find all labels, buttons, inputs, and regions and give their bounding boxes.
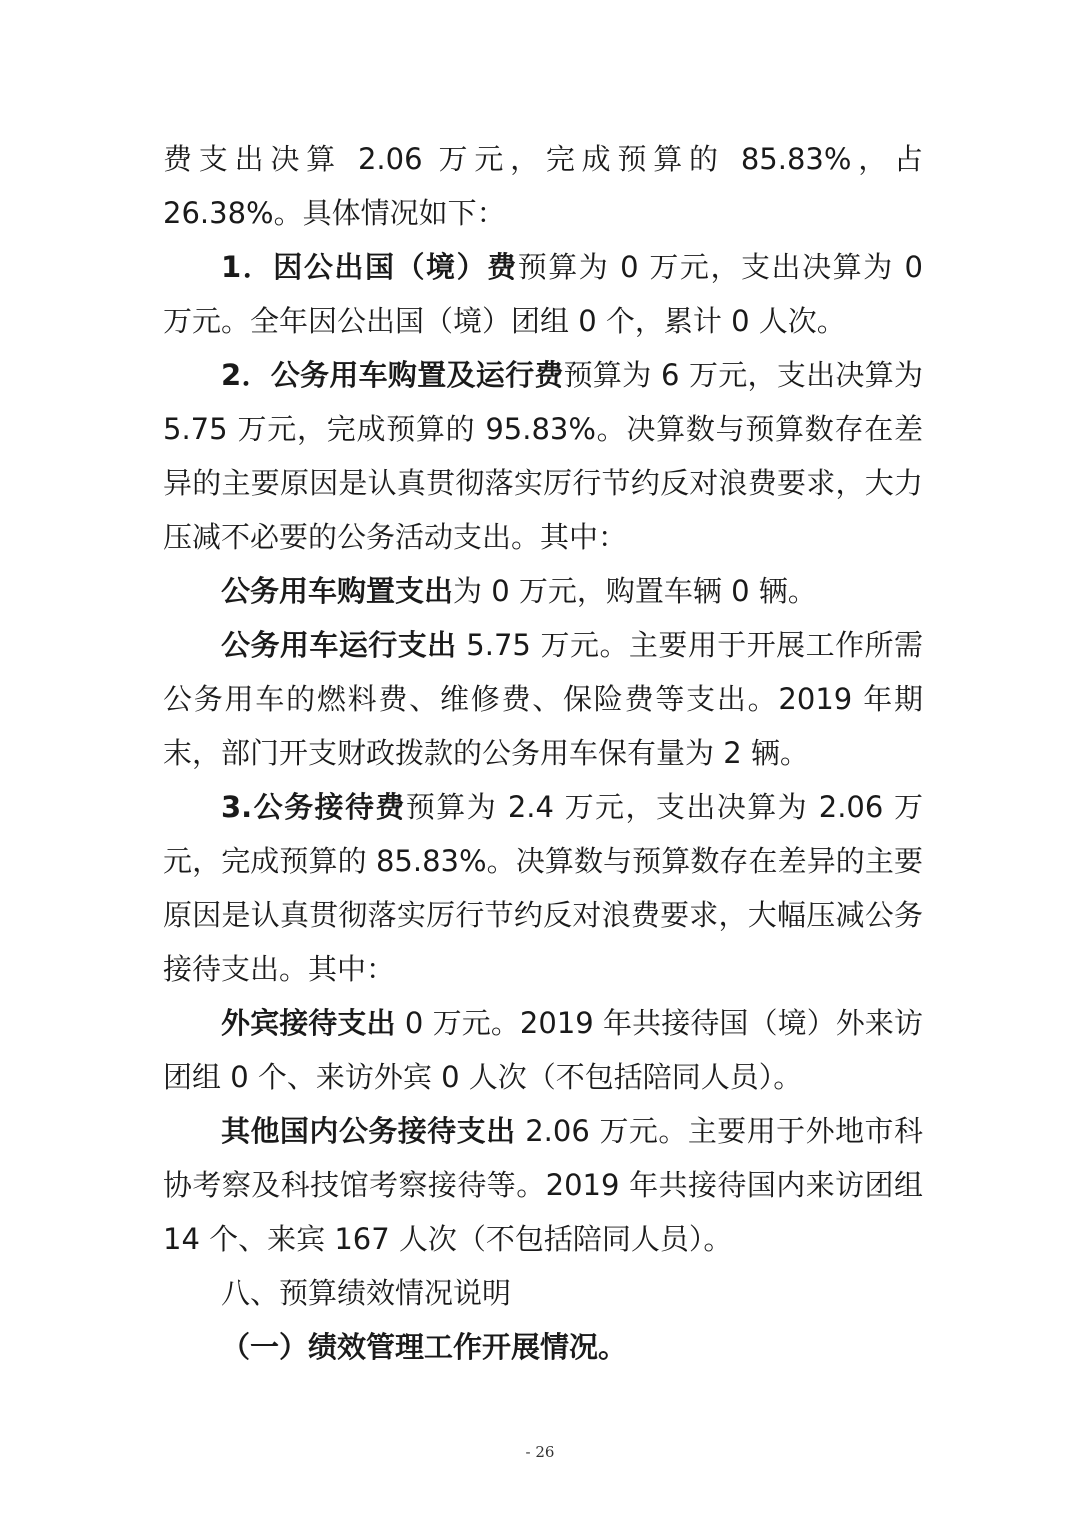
heading-vehicle-purchase: 公务用车购置支出 (221, 574, 454, 608)
heading-foreign-guests: 外宾接待支出 (221, 1006, 396, 1040)
text-domestic-reception: 2.06 万元。主要用于外地市科协考察及科技馆考察接待等。2019 年共接待国内来访团组 14 个、来宾 167 人次（不包括陪同人员）。 (163, 1114, 923, 1256)
subsection-heading-performance-management (163, 1320, 923, 1374)
paragraph-foreign-guests (163, 996, 923, 1104)
paragraph-summary-text: 费支出决算 2.06 万元，完成预算的 85.83%，占 26.38%。具体情况如下： (163, 142, 923, 230)
text-vehicle-operation: 5.75 万元。主要用于开展工作所需公务用车的燃料费、维修费、保险费等支出。2019 年期末，部门开支财政拨款的公务用车保有量为 2 辆。 (163, 628, 923, 770)
heading-official-reception: 3.公务接待费 (221, 790, 406, 824)
heading-vehicle-operation: 公务用车运行支出 (221, 628, 457, 662)
paragraph-vehicle-operation (163, 618, 923, 780)
paragraph-official-vehicles (163, 348, 923, 564)
heading-official-vehicles: 2．公务用车购置及运行费 (221, 358, 564, 392)
text-overseas-travel: 预算为 0 万元，支出决算为 0 万元。全年因公出国（境）团组 0 个，累计 0 人次。 (163, 250, 923, 338)
text-vehicle-purchase: 为 0 万元，购置车辆 0 辆。 (453, 574, 817, 608)
page-number: - 26 (525, 1443, 555, 1461)
heading-overseas-travel: 1．因公出国（境）费 (221, 250, 518, 284)
subsection-heading-performance-management-text: （一）绩效管理工作开展情况。 (221, 1330, 628, 1364)
text-foreign-guests: 0 万元。2019 年共接待国（境）外来访团组 0 个、来访外宾 0 人次（不包括陪同人员）。 (163, 1006, 923, 1094)
section-heading-performance (163, 1266, 923, 1320)
section-heading-performance-text: 八、预算绩效情况说明 (221, 1276, 512, 1310)
paragraph-vehicle-purchase (163, 564, 923, 618)
paragraph-official-reception (163, 780, 923, 996)
paragraph-summary (163, 132, 923, 240)
document-body (163, 132, 923, 1374)
heading-domestic-reception: 其他国内公务接待支出 (221, 1114, 516, 1148)
text-official-reception: 预算为 2.4 万元，支出决算为 2.06 万元，完成预算的 85.83%。决算数与预算数存在差异的主要原因是认真贯彻落实厉行节约反对浪费要求，大幅压减公务接待支出。其中： (163, 790, 923, 986)
paragraph-overseas-travel (163, 240, 923, 348)
text-official-vehicles: 预算为 6 万元，支出决算为 5.75 万元，完成预算的 95.83%。决算数与预算数存在差异的主要原因是认真贯彻落实厉行节约反对浪费要求，大力压减不必要的公务活动支出。其中： (163, 358, 923, 554)
paragraph-domestic-reception (163, 1104, 923, 1266)
